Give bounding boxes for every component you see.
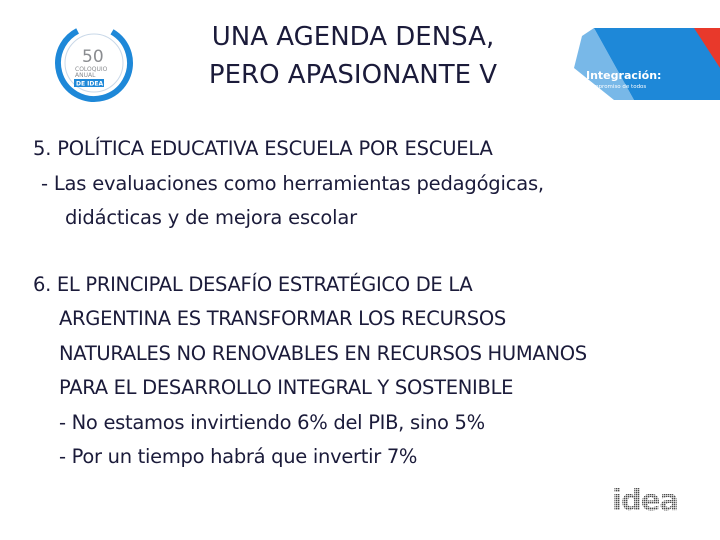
svg-text:ANUAL: ANUAL — [75, 72, 96, 79]
integracion-logo — [574, 20, 720, 100]
section-6-heading-line-3: NATURALES NO RENOVABLES EN RECURSOS HUMANOS — [59, 341, 587, 365]
section-5-heading: 5. POLÍTICA EDUCATIVA ESCUELA POR ESCUELA — [33, 137, 493, 160]
section-6-heading-line-2: ARGENTINA ES TRANSFORMAR LOS RECURSOS — [59, 307, 506, 330]
section-5-bullet-line-1: - Las evaluaciones como herramientas pedagógicas, — [41, 171, 544, 195]
title-line-2: PERO APASIONANTE V — [208, 60, 498, 90]
svg-text:DE IDEA: DE IDEA — [76, 80, 104, 88]
coloquio-50-logo — [53, 22, 135, 104]
logo-number: 50 — [82, 47, 104, 67]
section-6-bullet-1: - No estamos invirtiendo 6% del PIB, sino 5% — [59, 410, 485, 434]
title-line-1: UNA AGENDA DENSA, — [211, 22, 495, 52]
slide-title — [168, 18, 538, 94]
svg-text:COLOQUIO: COLOQUIO — [75, 66, 108, 73]
section-6-heading-line-1: 6. EL PRINCIPAL DESAFÍO ESTRATÉGICO DE LA — [33, 272, 473, 296]
idea-logo-text: idea — [612, 484, 678, 514]
section-6-heading-line-4: PARA EL DESARROLLO INTEGRAL Y SOSTENIBLE — [59, 376, 514, 399]
section-6-bullet-2: - Por un tiempo habrá que invertir 7% — [59, 445, 418, 468]
idea-logo — [612, 484, 686, 514]
logo-tagline: Compromiso de todos — [586, 84, 647, 90]
logo-name: Integración: — [586, 69, 662, 82]
section-5-bullet-line-2: didácticas y de mejora escolar — [65, 206, 357, 229]
slide-body — [33, 132, 713, 475]
